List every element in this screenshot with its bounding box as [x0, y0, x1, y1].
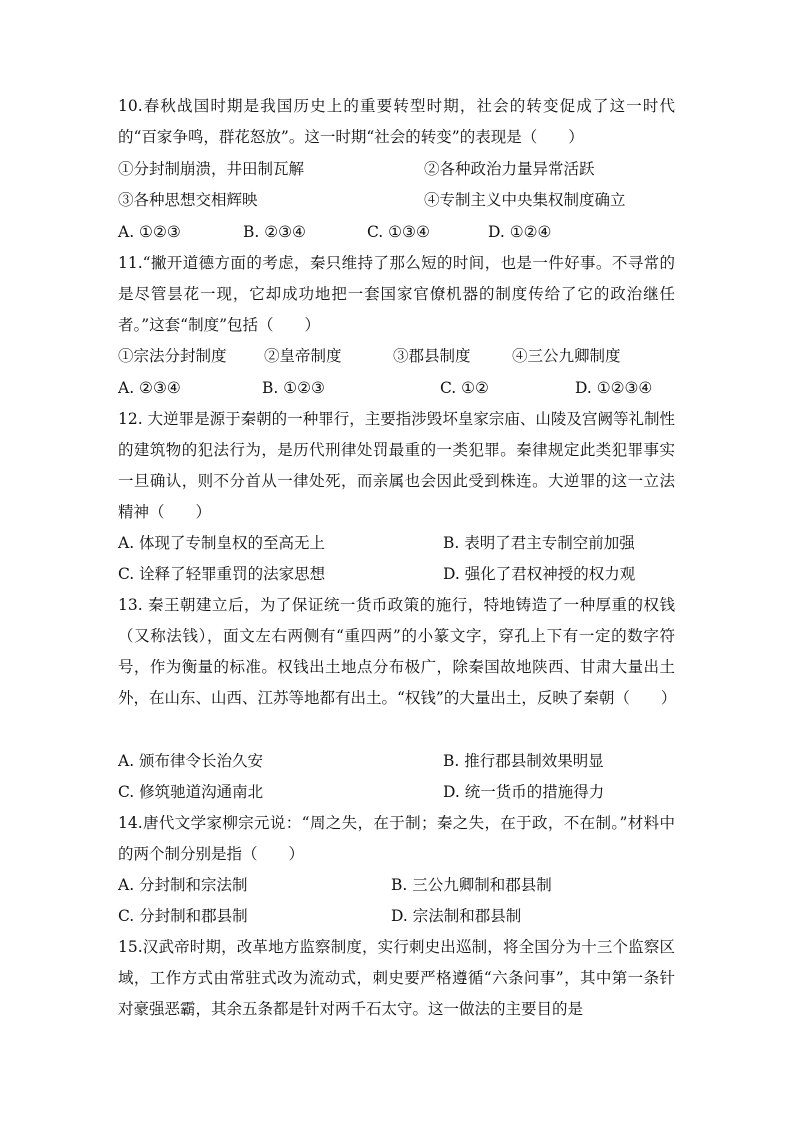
q10-option-a[interactable]: A. ①②③ [118, 223, 181, 241]
q14-option-c[interactable]: C. 分封制和郡县制 [118, 907, 248, 925]
q13-option-d[interactable]: D. 统一货币的措施得力 [443, 783, 605, 801]
q10-option-d[interactable]: D. ①②④ [488, 223, 552, 241]
q13-option-b[interactable]: B. 推行郡县制效果明显 [443, 752, 604, 770]
q11-option-b[interactable]: B. ①②③ [262, 379, 325, 397]
q12-option-c[interactable]: C. 诠释了轻罪重罚的法家思想 [118, 565, 326, 583]
q14-option-d[interactable]: D. 宗法制和郡县制 [391, 907, 522, 925]
question-14-stem: 14.唐代文学家柳宗元说：“周之失，在于制；秦之失，在于政，不在制。”材料中的两个制分别是指（ ） [118, 814, 675, 863]
q10-item-1: ①分封制崩溃，井田制瓦解 [118, 160, 305, 178]
q11-item-3: ③郡县制度 [393, 347, 471, 365]
q12-option-b[interactable]: B. 表明了君主专制空前加强 [443, 534, 635, 552]
question-11-stem: 11.“撇开道德方面的考虑，秦只维持了那么短的时间，也是一件好事。不寻常的是尽管昙花一现，它却成功地把一套国家官僚机器的制度传给了它的政治继任者。”这套“制度”包括（ ） [118, 254, 675, 334]
q13-option-c[interactable]: C. 修筑驰道沟通南北 [118, 783, 264, 801]
q11-option-c[interactable]: C. ①② [440, 379, 489, 397]
q14-option-a[interactable]: A. 分封制和宗法制 [118, 876, 248, 894]
question-10-stem: 10.春秋战国时期是我国历史上的重要转型时期，社会的转变促成了这一时代的“百家争鸣，群花怒放”。这一时期“社会的转变”的表现是（ ） [118, 97, 675, 146]
q10-item-3: ③各种思想交相辉映 [118, 191, 258, 209]
q13-option-a[interactable]: A. 颁布律令长治久安 [118, 752, 264, 770]
q14-option-b[interactable]: B. 三公九卿制和郡县制 [391, 876, 552, 894]
question-13-stem: 13. 秦王朝建立后，为了保证统一货币政策的施行，特地铸造了一种厚重的权钱（又称法钱），面文左右两侧有“重四两”的小篆文字，穿孔上下有一定的数字符号，作为衡量的标准。权钱出土地点分布极广，除秦国故地陕西、甘肃大量出土外，在山东、山西、江苏等地都有出土。“权钱”的大量出土，反映了秦朝（ ） [118, 596, 677, 707]
question-15-stem: 15.汉武帝时期，改革地方监察制度，实行刺史出巡制，将全国分为十三个监察区域，工作方式由常驻式改为流动式，刺史要严格遵循“六条问事”，其中第一条针对豪强恶霸，其余五条都是针对两千石太守。这一做法的主要目的是 [118, 938, 675, 1018]
q11-item-1: ①宗法分封制度 [118, 347, 227, 365]
q10-item-4: ④专制主义中央集权制度确立 [424, 191, 626, 209]
q11-item-4: ④三公九卿制度 [512, 347, 621, 365]
q11-option-a[interactable]: A. ②③④ [118, 379, 181, 397]
q12-option-a[interactable]: A. 体现了专制皇权的至高无上 [118, 534, 326, 552]
q11-option-d[interactable]: D. ①②③④ [575, 379, 653, 397]
q12-option-d[interactable]: D. 强化了君权神授的权力观 [443, 565, 636, 583]
q10-option-b[interactable]: B. ②③④ [243, 223, 306, 241]
q10-option-c[interactable]: C. ①③④ [367, 223, 430, 241]
q11-item-2: ②皇帝制度 [264, 347, 342, 365]
question-12-stem: 12. 大逆罪是源于秦朝的一种罪行，主要指涉毁坏皇家宗庙、山陵及宫阙等礼制性的建筑物的犯法行为，是历代刑律处罚最重的一类犯罪。秦律规定此类犯罪事实一旦确认，则不分首从一律处死，而亲属也会因此受到株连。大逆罪的这一立法精神（ ） [118, 410, 675, 521]
q10-item-2: ②各种政治力量异常活跃 [424, 160, 595, 178]
